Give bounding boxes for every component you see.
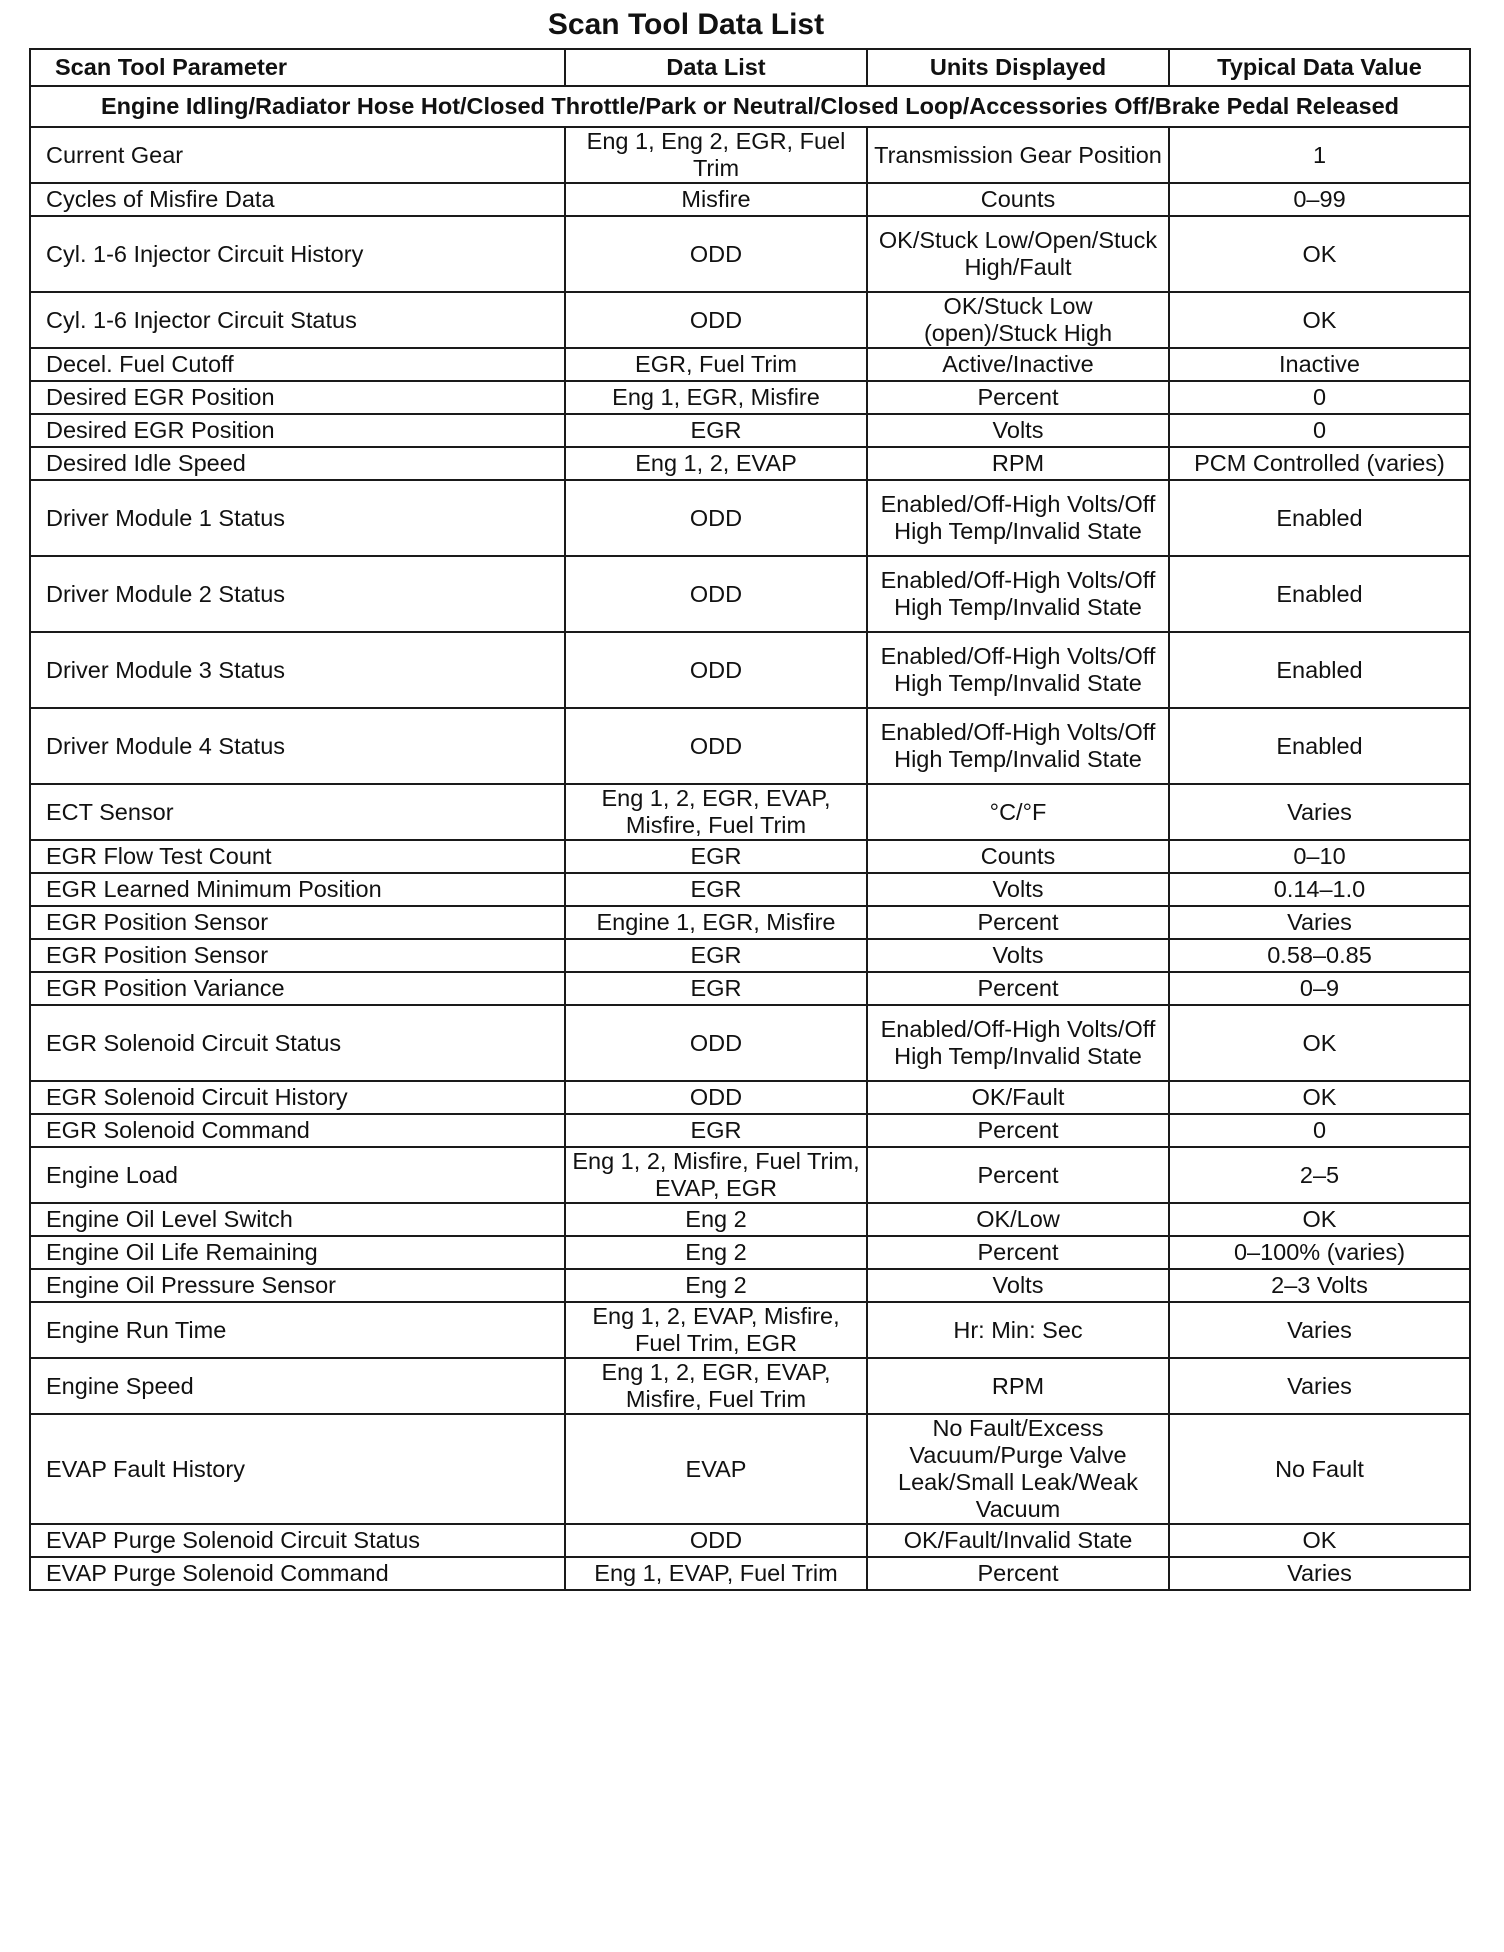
cell-data-list: ODD	[565, 708, 867, 784]
cell-typical-value: 0	[1169, 381, 1470, 414]
cell-parameter: EGR Solenoid Circuit History	[30, 1081, 565, 1114]
cell-data-list: Eng 1, EVAP, Fuel Trim	[565, 1557, 867, 1590]
cell-units: No Fault/Excess Vacuum/Purge Valve Leak/Small Leak/Weak Vacuum	[867, 1414, 1169, 1524]
cell-units: Enabled/Off-High Volts/Off High Temp/Invalid State	[867, 1005, 1169, 1081]
cell-data-list: EGR	[565, 1114, 867, 1147]
cell-units: Counts	[867, 840, 1169, 873]
test-condition: Engine Idling/Radiator Hose Hot/Closed Throttle/Park or Neutral/Closed Loop/Accessories Off/Brake Pedal Released	[30, 86, 1470, 127]
table-row	[30, 292, 1470, 348]
cell-data-list: ODD	[565, 480, 867, 556]
cell-parameter: Desired EGR Position	[30, 381, 565, 414]
cell-units: Volts	[867, 1269, 1169, 1302]
cell-parameter: Cyl. 1-6 Injector Circuit History	[30, 216, 565, 292]
cell-typical-value: PCM Controlled (varies)	[1169, 447, 1470, 480]
cell-units: OK/Stuck Low (open)/Stuck High	[867, 292, 1169, 348]
cell-parameter: EGR Position Sensor	[30, 906, 565, 939]
cell-typical-value: Inactive	[1169, 348, 1470, 381]
cell-data-list: Eng 1, 2, EVAP	[565, 447, 867, 480]
cell-units: Enabled/Off-High Volts/Off High Temp/Invalid State	[867, 708, 1169, 784]
cell-parameter: EVAP Purge Solenoid Circuit Status	[30, 1524, 565, 1557]
cell-units: Active/Inactive	[867, 348, 1169, 381]
cell-typical-value: Varies	[1169, 1557, 1470, 1590]
table-row	[30, 873, 1470, 906]
table-row	[30, 784, 1470, 840]
cell-data-list: Eng 1, 2, EGR, EVAP, Misfire, Fuel Trim	[565, 784, 867, 840]
cell-parameter: Engine Run Time	[30, 1302, 565, 1358]
cell-parameter: Driver Module 2 Status	[30, 556, 565, 632]
condition-row	[30, 86, 1470, 127]
cell-parameter: EGR Solenoid Command	[30, 1114, 565, 1147]
cell-parameter: Current Gear	[30, 127, 565, 183]
cell-data-list: EGR	[565, 840, 867, 873]
cell-typical-value: 0–99	[1169, 183, 1470, 216]
cell-data-list: Misfire	[565, 183, 867, 216]
table-row	[30, 708, 1470, 784]
cell-data-list: Eng 1, 2, Misfire, Fuel Trim, EVAP, EGR	[565, 1147, 867, 1203]
cell-parameter: Driver Module 4 Status	[30, 708, 565, 784]
cell-parameter: Driver Module 1 Status	[30, 480, 565, 556]
table-row	[30, 183, 1470, 216]
cell-data-list: Eng 1, Eng 2, EGR, Fuel Trim	[565, 127, 867, 183]
cell-data-list: ODD	[565, 1524, 867, 1557]
cell-typical-value: Varies	[1169, 1358, 1470, 1414]
cell-typical-value: No Fault	[1169, 1414, 1470, 1524]
cell-data-list: Eng 1, 2, EGR, EVAP, Misfire, Fuel Trim	[565, 1358, 867, 1414]
table-row	[30, 1114, 1470, 1147]
cell-units: Volts	[867, 414, 1169, 447]
column-header-units: Units Displayed	[867, 49, 1169, 86]
cell-typical-value: OK	[1169, 1005, 1470, 1081]
table-row	[30, 414, 1470, 447]
table-row	[30, 480, 1470, 556]
cell-parameter: Cycles of Misfire Data	[30, 183, 565, 216]
cell-units: Percent	[867, 1557, 1169, 1590]
cell-typical-value: Enabled	[1169, 480, 1470, 556]
cell-units: Percent	[867, 381, 1169, 414]
cell-typical-value: Enabled	[1169, 556, 1470, 632]
cell-parameter: Engine Oil Level Switch	[30, 1203, 565, 1236]
cell-parameter: Desired EGR Position	[30, 414, 565, 447]
cell-typical-value: 0–10	[1169, 840, 1470, 873]
table-row	[30, 1203, 1470, 1236]
cell-data-list: EVAP	[565, 1414, 867, 1524]
table-row	[30, 939, 1470, 972]
cell-data-list: Eng 2	[565, 1269, 867, 1302]
cell-units: OK/Low	[867, 1203, 1169, 1236]
cell-units: OK/Stuck Low/Open/Stuck High/Fault	[867, 216, 1169, 292]
cell-typical-value: OK	[1169, 1203, 1470, 1236]
cell-typical-value: Enabled	[1169, 708, 1470, 784]
cell-parameter: EGR Solenoid Circuit Status	[30, 1005, 565, 1081]
cell-parameter: Driver Module 3 Status	[30, 632, 565, 708]
cell-data-list: ODD	[565, 292, 867, 348]
table-row	[30, 1269, 1470, 1302]
cell-typical-value: 2–3 Volts	[1169, 1269, 1470, 1302]
cell-typical-value: 0–100% (varies)	[1169, 1236, 1470, 1269]
cell-data-list: Eng 1, 2, EVAP, Misfire, Fuel Trim, EGR	[565, 1302, 867, 1358]
cell-data-list: ODD	[565, 556, 867, 632]
cell-data-list: ODD	[565, 1005, 867, 1081]
table-row	[30, 840, 1470, 873]
cell-typical-value: 0.58–0.85	[1169, 939, 1470, 972]
table-row	[30, 1147, 1470, 1203]
cell-data-list: EGR	[565, 939, 867, 972]
cell-parameter: Decel. Fuel Cutoff	[30, 348, 565, 381]
table-row	[30, 1414, 1470, 1524]
cell-typical-value: Enabled	[1169, 632, 1470, 708]
cell-parameter: EVAP Fault History	[30, 1414, 565, 1524]
cell-units: Volts	[867, 939, 1169, 972]
cell-units: Volts	[867, 873, 1169, 906]
cell-units: Percent	[867, 1236, 1169, 1269]
cell-parameter: Cyl. 1-6 Injector Circuit Status	[30, 292, 565, 348]
table-row	[30, 972, 1470, 1005]
cell-units: OK/Fault	[867, 1081, 1169, 1114]
cell-typical-value: 0	[1169, 414, 1470, 447]
table-row	[30, 1524, 1470, 1557]
cell-typical-value: Varies	[1169, 784, 1470, 840]
table-row	[30, 632, 1470, 708]
cell-typical-value: 0	[1169, 1114, 1470, 1147]
cell-units: RPM	[867, 447, 1169, 480]
cell-units: Hr: Min: Sec	[867, 1302, 1169, 1358]
cell-parameter: EGR Flow Test Count	[30, 840, 565, 873]
cell-data-list: EGR	[565, 873, 867, 906]
cell-typical-value: Varies	[1169, 1302, 1470, 1358]
column-header-parameter: Scan Tool Parameter	[30, 49, 565, 86]
table-row	[30, 1302, 1470, 1358]
table-row	[30, 1236, 1470, 1269]
cell-units: Percent	[867, 972, 1169, 1005]
cell-typical-value: 2–5	[1169, 1147, 1470, 1203]
table-row	[30, 1557, 1470, 1590]
cell-units: Transmission Gear Position	[867, 127, 1169, 183]
cell-units: Enabled/Off-High Volts/Off High Temp/Invalid State	[867, 632, 1169, 708]
cell-typical-value: OK	[1169, 1524, 1470, 1557]
cell-typical-value: 0.14–1.0	[1169, 873, 1470, 906]
cell-data-list: Eng 2	[565, 1203, 867, 1236]
cell-data-list: Engine 1, EGR, Misfire	[565, 906, 867, 939]
table-row	[30, 127, 1470, 183]
cell-parameter: Engine Speed	[30, 1358, 565, 1414]
table-row	[30, 1081, 1470, 1114]
cell-parameter: EVAP Purge Solenoid Command	[30, 1557, 565, 1590]
cell-parameter: EGR Position Sensor	[30, 939, 565, 972]
table-row	[30, 216, 1470, 292]
cell-typical-value: OK	[1169, 1081, 1470, 1114]
cell-parameter: EGR Position Variance	[30, 972, 565, 1005]
cell-parameter: EGR Learned Minimum Position	[30, 873, 565, 906]
table-row	[30, 556, 1470, 632]
scan-tool-data-table	[29, 48, 1471, 1591]
table-row	[30, 906, 1470, 939]
cell-typical-value: OK	[1169, 216, 1470, 292]
cell-data-list: ODD	[565, 216, 867, 292]
cell-units: OK/Fault/Invalid State	[867, 1524, 1169, 1557]
table-row	[30, 1358, 1470, 1414]
cell-units: Percent	[867, 906, 1169, 939]
column-header-data-list: Data List	[565, 49, 867, 86]
cell-typical-value: 1	[1169, 127, 1470, 183]
cell-units: Enabled/Off-High Volts/Off High Temp/Invalid State	[867, 556, 1169, 632]
page-title: Scan Tool Data List	[547, 8, 825, 41]
cell-data-list: EGR	[565, 972, 867, 1005]
cell-units: Percent	[867, 1147, 1169, 1203]
cell-units: RPM	[867, 1358, 1169, 1414]
cell-data-list: EGR	[565, 414, 867, 447]
table-row	[30, 447, 1470, 480]
cell-parameter: Engine Oil Pressure Sensor	[30, 1269, 565, 1302]
column-header-typical-value: Typical Data Value	[1169, 49, 1470, 86]
cell-units: Counts	[867, 183, 1169, 216]
table-row	[30, 381, 1470, 414]
cell-typical-value: 0–9	[1169, 972, 1470, 1005]
cell-data-list: Eng 2	[565, 1236, 867, 1269]
cell-data-list: ODD	[565, 632, 867, 708]
cell-units: Percent	[867, 1114, 1169, 1147]
cell-units: °C/°F	[867, 784, 1169, 840]
table-row	[30, 1005, 1470, 1081]
cell-data-list: Eng 1, EGR, Misfire	[565, 381, 867, 414]
cell-parameter: Engine Oil Life Remaining	[30, 1236, 565, 1269]
cell-parameter: Desired Idle Speed	[30, 447, 565, 480]
cell-parameter: Engine Load	[30, 1147, 565, 1203]
cell-parameter: ECT Sensor	[30, 784, 565, 840]
cell-data-list: ODD	[565, 1081, 867, 1114]
cell-typical-value: Varies	[1169, 906, 1470, 939]
cell-units: Enabled/Off-High Volts/Off High Temp/Invalid State	[867, 480, 1169, 556]
table-header-row	[30, 49, 1470, 86]
cell-typical-value: OK	[1169, 292, 1470, 348]
cell-data-list: EGR, Fuel Trim	[565, 348, 867, 381]
table-row	[30, 348, 1470, 381]
